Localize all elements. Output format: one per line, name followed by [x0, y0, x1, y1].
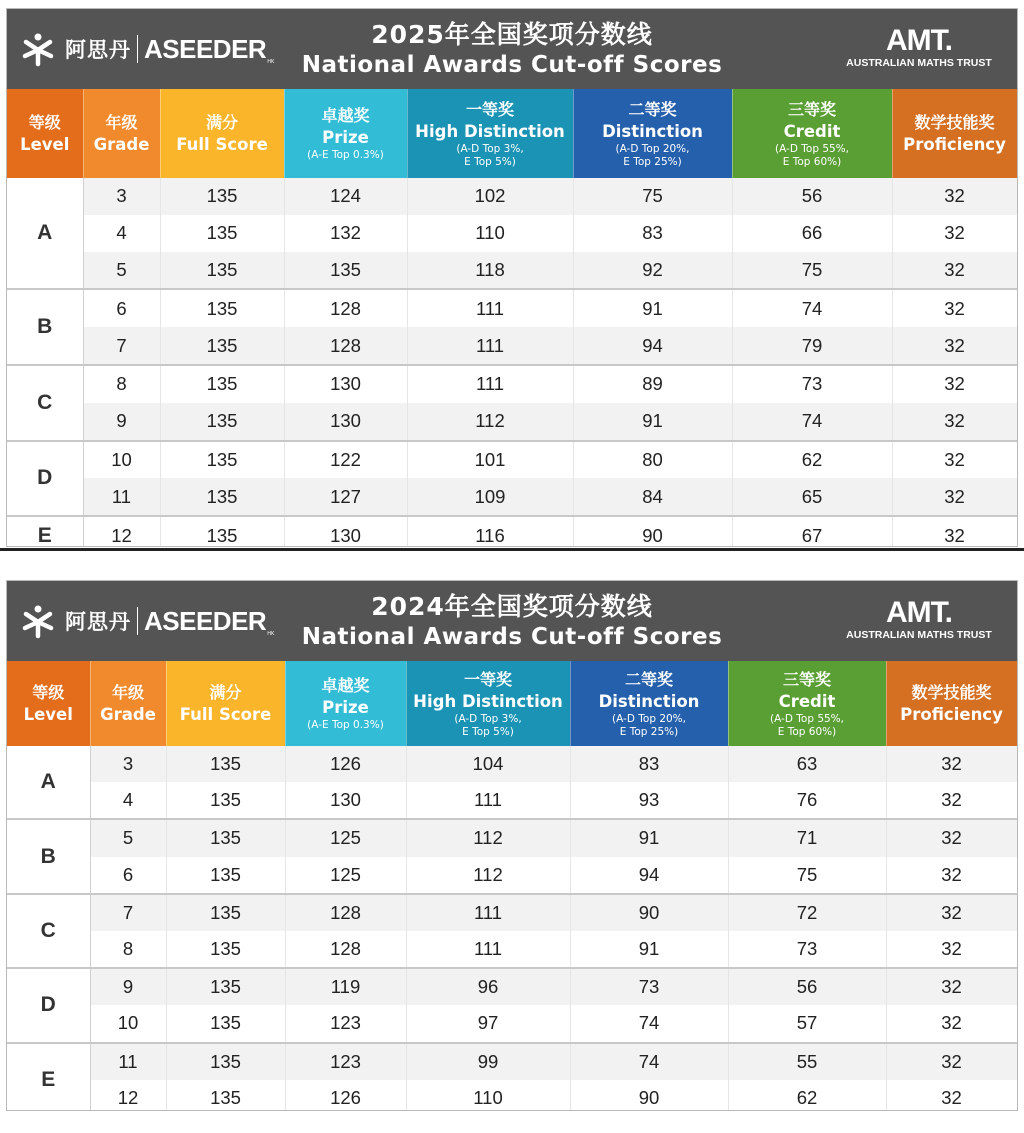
proficiency-cell: 32: [886, 968, 1017, 1005]
col-header-en-text: Level: [23, 704, 73, 724]
col-header-en-text: Full Score: [176, 134, 268, 154]
distinction-cell: 92: [573, 252, 732, 290]
title-cn: 2024年全国奖项分数线: [371, 592, 653, 621]
col-header-cn-text: 满分: [209, 682, 242, 702]
cutoff-table: [7, 89, 1018, 547]
col-header-sub-text: (A-D Top 20%,: [612, 712, 686, 725]
prize-cell: 126: [285, 1080, 406, 1111]
credit-cell: 79: [732, 327, 892, 365]
proficiency-cell: 32: [892, 327, 1017, 365]
table-row: [7, 478, 1017, 516]
full-score-cell: 135: [166, 968, 285, 1005]
high-distinction-cell: 109: [407, 478, 573, 516]
col-header-sub-text: E Top 25%): [623, 155, 682, 168]
distinction-cell: 75: [573, 178, 732, 215]
distinction-cell: 94: [570, 857, 728, 894]
table-row: [7, 857, 1017, 894]
col-header-cn-text: 一等奖: [465, 99, 514, 119]
table-row: [7, 516, 1017, 547]
level-cell: D: [7, 968, 90, 1042]
col-header-en-text: Credit: [778, 691, 836, 711]
grade-cell: 4: [90, 782, 166, 819]
prize-cell: 128: [284, 289, 407, 327]
distinction-cell: 91: [573, 403, 732, 441]
grade-cell: 10: [90, 1005, 166, 1042]
col-header-cn-text: 数学技能奖: [914, 112, 995, 132]
col-header-en-text: Proficiency: [903, 134, 1006, 154]
distinction-cell: 80: [573, 441, 732, 479]
col-header-en-text: Grade: [100, 704, 156, 724]
col-header-cn-text: 数学技能奖: [911, 682, 992, 702]
proficiency-cell: 32: [892, 478, 1017, 516]
high-distinction-cell: 111: [407, 327, 573, 365]
full-score-cell: 135: [160, 289, 284, 327]
proficiency-cell: 32: [886, 1080, 1017, 1111]
table-column-headers: [7, 661, 1017, 746]
high-distinction-cell: 112: [406, 857, 570, 894]
grade-cell: 5: [90, 819, 166, 856]
distinction-cell: 83: [570, 746, 728, 782]
grade-cell: 9: [83, 403, 160, 441]
proficiency-cell: 32: [886, 931, 1017, 968]
table-row: [7, 403, 1017, 441]
full-score-cell: 135: [166, 746, 285, 782]
amt-logo-text: AMT.: [886, 24, 952, 57]
grade-cell: 6: [90, 857, 166, 894]
amt-logo: [829, 597, 1009, 642]
col-header-level: [7, 661, 90, 746]
col-header-sub-text: E Top 60%): [782, 155, 842, 168]
full-score-cell: 135: [166, 894, 285, 931]
col-header-level: [7, 89, 83, 178]
col-header-cn-text: 满分: [205, 112, 238, 132]
prize-cell: 130: [285, 782, 406, 819]
col-header-sub-text: (A-D Top 20%,: [615, 142, 690, 155]
logo-en-text: ASEEDER: [144, 605, 267, 636]
high-distinction-cell: 116: [407, 516, 573, 547]
col-header-distinction: [570, 661, 728, 746]
credit-cell: 74: [732, 403, 892, 441]
col-header-en-text: Credit: [783, 121, 841, 141]
col-header-sub-text: E Top 5%): [462, 725, 514, 738]
col-header-grade: [83, 89, 160, 178]
prize-cell: 123: [285, 1043, 406, 1080]
full-score-cell: 135: [166, 819, 285, 856]
proficiency-cell: 32: [892, 252, 1017, 290]
high-distinction-cell: 111: [406, 894, 570, 931]
grade-cell: 7: [90, 894, 166, 931]
col-header-cn-text: 一等奖: [463, 669, 512, 689]
high-distinction-cell: 102: [407, 178, 573, 215]
col-header-sub-text: E Top 60%): [777, 725, 837, 738]
table-row: [7, 289, 1017, 327]
table-column-headers: [7, 89, 1017, 178]
proficiency-cell: 32: [892, 215, 1017, 252]
distinction-cell: 91: [570, 819, 728, 856]
full-score-cell: 135: [160, 516, 284, 547]
prize-cell: 122: [284, 441, 407, 479]
distinction-cell: 94: [573, 327, 732, 365]
distinction-cell: 90: [570, 1080, 728, 1111]
proficiency-cell: 32: [886, 819, 1017, 856]
table-row: [7, 441, 1017, 479]
grade-cell: 7: [83, 327, 160, 365]
proficiency-cell: 32: [886, 1043, 1017, 1080]
credit-cell: 62: [732, 441, 892, 479]
col-header-sub-text: (A-D Top 3%,: [454, 712, 522, 725]
prize-cell: 135: [284, 252, 407, 290]
distinction-cell: 90: [573, 516, 732, 547]
prize-cell: 128: [285, 931, 406, 968]
logo-en-text: ASEEDER: [144, 33, 267, 64]
col-header-sub-text: E Top 5%): [464, 155, 516, 168]
credit-cell: 76: [728, 782, 886, 819]
panel-divider: [0, 548, 1024, 551]
high-distinction-cell: 112: [407, 403, 573, 441]
full-score-cell: 135: [166, 782, 285, 819]
col-header-proficiency: [892, 89, 1017, 178]
amt-logo-subtitle: AUSTRALIAN MATHS TRUST: [846, 57, 992, 69]
col-header-full-score: [160, 89, 284, 178]
table-row: [7, 365, 1017, 403]
col-header-en-text: Prize: [322, 698, 369, 717]
grade-cell: 12: [83, 516, 160, 547]
col-header-proficiency: [886, 661, 1017, 746]
distinction-cell: 91: [570, 931, 728, 968]
credit-cell: 71: [728, 819, 886, 856]
col-header-sub-text: E Top 25%): [619, 725, 679, 738]
proficiency-cell: 32: [886, 746, 1017, 782]
table-row: [7, 1043, 1017, 1080]
col-header-cn-text: 年级: [105, 112, 138, 132]
level-cell: E: [7, 1043, 90, 1112]
credit-cell: 57: [728, 1005, 886, 1042]
high-distinction-cell: 101: [407, 441, 573, 479]
credit-cell: 75: [732, 252, 892, 290]
col-header-high-distinction: [407, 89, 573, 178]
table-row: [7, 819, 1017, 856]
credit-cell: 66: [732, 215, 892, 252]
col-header-grade: [90, 661, 166, 746]
high-distinction-cell: 111: [407, 289, 573, 327]
col-header-full-score: [166, 661, 285, 746]
level-cell: D: [7, 441, 83, 517]
credit-cell: 73: [732, 365, 892, 403]
col-header-prize: [284, 89, 407, 178]
col-header-cn-text: 等级: [28, 112, 61, 132]
full-score-cell: 135: [160, 365, 284, 403]
full-score-cell: 135: [166, 1080, 285, 1111]
full-score-cell: 135: [160, 403, 284, 441]
high-distinction-cell: 118: [407, 252, 573, 290]
title-en: National Awards Cut-off Scores: [301, 52, 723, 78]
table-row: [7, 252, 1017, 290]
table-row: [7, 746, 1017, 782]
col-header-cn-text: 卓越奖: [321, 676, 370, 695]
prize-cell: 119: [285, 968, 406, 1005]
high-distinction-cell: 97: [406, 1005, 570, 1042]
level-cell: B: [7, 819, 90, 893]
distinction-cell: 89: [573, 365, 732, 403]
col-header-prize: [285, 661, 406, 746]
col-header-en-text: Proficiency: [900, 704, 1003, 724]
col-header-cn-text: 二等奖: [624, 669, 673, 689]
col-header-distinction: [573, 89, 732, 178]
col-header-en-text: Distinction: [598, 691, 700, 711]
proficiency-cell: 32: [886, 782, 1017, 819]
full-score-cell: 135: [160, 215, 284, 252]
distinction-cell: 83: [573, 215, 732, 252]
distinction-cell: 84: [573, 478, 732, 516]
grade-cell: 11: [83, 478, 160, 516]
distinction-cell: 74: [570, 1043, 728, 1080]
col-header-credit: [728, 661, 886, 746]
level-cell: A: [7, 746, 90, 819]
level-cell: B: [7, 289, 83, 365]
proficiency-cell: 32: [886, 1005, 1017, 1042]
grade-cell: 10: [83, 441, 160, 479]
cutoff-table-2025: [6, 8, 1018, 547]
cutoff-table: [7, 661, 1018, 1111]
grade-cell: 8: [90, 931, 166, 968]
grade-cell: 8: [83, 365, 160, 403]
prize-cell: 123: [285, 1005, 406, 1042]
prize-cell: 128: [284, 327, 407, 365]
table-row: [7, 327, 1017, 365]
credit-cell: 75: [728, 857, 886, 894]
grade-cell: 4: [83, 215, 160, 252]
col-header-en-text: High Distinction: [415, 121, 565, 141]
prize-cell: 130: [284, 403, 407, 441]
logo-hk-text: HK: [267, 631, 275, 637]
col-header-high-distinction: [406, 661, 570, 746]
header-row: [7, 89, 1017, 178]
grade-cell: 12: [90, 1080, 166, 1111]
distinction-cell: 90: [570, 894, 728, 931]
level-cell: A: [7, 178, 83, 289]
proficiency-cell: 32: [892, 178, 1017, 215]
logo-cn-text: 阿思丹: [65, 38, 131, 62]
credit-cell: 55: [728, 1043, 886, 1080]
grade-cell: 3: [83, 178, 160, 215]
grade-cell: 3: [90, 746, 166, 782]
prize-cell: 132: [284, 215, 407, 252]
high-distinction-cell: 112: [406, 819, 570, 856]
title-en: National Awards Cut-off Scores: [301, 624, 723, 650]
col-header-sub-text: (A-D Top 55%,: [770, 712, 844, 725]
full-score-cell: 135: [160, 252, 284, 290]
full-score-cell: 135: [160, 327, 284, 365]
col-header-en-text: Grade: [93, 134, 150, 154]
credit-cell: 56: [728, 968, 886, 1005]
credit-cell: 62: [728, 1080, 886, 1111]
table-row: [7, 782, 1017, 819]
table-row: [7, 931, 1017, 968]
table-body: [7, 178, 1017, 547]
table-row: [7, 968, 1017, 1005]
full-score-cell: 135: [166, 857, 285, 894]
col-header-cn-text: 年级: [111, 682, 144, 702]
grade-cell: 6: [83, 289, 160, 327]
full-score-cell: 135: [166, 1005, 285, 1042]
amt-logo-text: AMT.: [886, 596, 952, 629]
header-row: [7, 661, 1017, 746]
col-header-cn-text: 等级: [32, 682, 65, 702]
col-header-cn-text: 三等奖: [787, 99, 836, 119]
credit-cell: 73: [728, 931, 886, 968]
level-cell: E: [7, 516, 83, 547]
col-header-en-text: Full Score: [179, 704, 272, 724]
table-row: [7, 894, 1017, 931]
col-header-cn-text: 二等奖: [628, 99, 677, 119]
high-distinction-cell: 110: [407, 215, 573, 252]
prize-cell: 125: [285, 819, 406, 856]
credit-cell: 74: [732, 289, 892, 327]
col-header-sub-text: (A-D Top 55%,: [775, 142, 849, 155]
high-distinction-cell: 96: [406, 968, 570, 1005]
table-row: [7, 1080, 1017, 1111]
proficiency-cell: 32: [892, 365, 1017, 403]
table-row: [7, 178, 1017, 215]
title-cn: 2025年全国奖项分数线: [371, 20, 653, 49]
amt-logo: [829, 25, 1009, 70]
col-header-credit: [732, 89, 892, 178]
table-body: [7, 746, 1017, 1111]
col-header-cn-text: 三等奖: [782, 669, 831, 689]
logo-hk-text: HK: [267, 59, 275, 65]
high-distinction-cell: 104: [406, 746, 570, 782]
col-header-en-text: Prize: [322, 128, 369, 147]
distinction-cell: 93: [570, 782, 728, 819]
full-score-cell: 135: [166, 931, 285, 968]
distinction-cell: 73: [570, 968, 728, 1005]
credit-cell: 67: [732, 516, 892, 547]
credit-cell: 56: [732, 178, 892, 215]
high-distinction-cell: 111: [407, 365, 573, 403]
high-distinction-cell: 111: [406, 782, 570, 819]
proficiency-cell: 32: [886, 857, 1017, 894]
logo-cn-text: 阿思丹: [65, 610, 131, 634]
table-header-banner: [7, 581, 1017, 661]
cutoff-table-2024: [6, 580, 1018, 1111]
table-header-banner: [7, 9, 1017, 89]
high-distinction-cell: 111: [406, 931, 570, 968]
level-cell: C: [7, 365, 83, 441]
proficiency-cell: 32: [892, 516, 1017, 547]
credit-cell: 65: [732, 478, 892, 516]
prize-cell: 124: [284, 178, 407, 215]
grade-cell: 11: [90, 1043, 166, 1080]
table-row: [7, 215, 1017, 252]
prize-cell: 126: [285, 746, 406, 782]
proficiency-cell: 32: [892, 289, 1017, 327]
full-score-cell: 135: [160, 441, 284, 479]
grade-cell: 9: [90, 968, 166, 1005]
credit-cell: 63: [728, 746, 886, 782]
prize-cell: 125: [285, 857, 406, 894]
prize-cell: 130: [284, 516, 407, 547]
full-score-cell: 135: [160, 478, 284, 516]
full-score-cell: 135: [160, 178, 284, 215]
proficiency-cell: 32: [892, 441, 1017, 479]
prize-cell: 127: [284, 478, 407, 516]
full-score-cell: 135: [166, 1043, 285, 1080]
distinction-cell: 91: [573, 289, 732, 327]
credit-cell: 72: [728, 894, 886, 931]
col-header-sub-text: (A-D Top 3%,: [456, 142, 524, 155]
table-row: [7, 1005, 1017, 1042]
high-distinction-cell: 110: [406, 1080, 570, 1111]
distinction-cell: 74: [570, 1005, 728, 1042]
prize-cell: 128: [285, 894, 406, 931]
col-header-en-text: Level: [20, 134, 70, 154]
prize-cell: 130: [284, 365, 407, 403]
amt-logo-subtitle: AUSTRALIAN MATHS TRUST: [846, 629, 992, 641]
proficiency-cell: 32: [886, 894, 1017, 931]
col-header-cn-text: 卓越奖: [321, 106, 370, 125]
col-header-sub-text: (A-E Top 0.3%): [307, 149, 384, 161]
col-header-en-text: High Distinction: [413, 691, 563, 711]
col-header-en-text: Distinction: [602, 121, 703, 141]
level-cell: C: [7, 894, 90, 968]
col-header-sub-text: (A-E Top 0.3%): [307, 719, 384, 731]
high-distinction-cell: 99: [406, 1043, 570, 1080]
grade-cell: 5: [83, 252, 160, 290]
proficiency-cell: 32: [892, 403, 1017, 441]
